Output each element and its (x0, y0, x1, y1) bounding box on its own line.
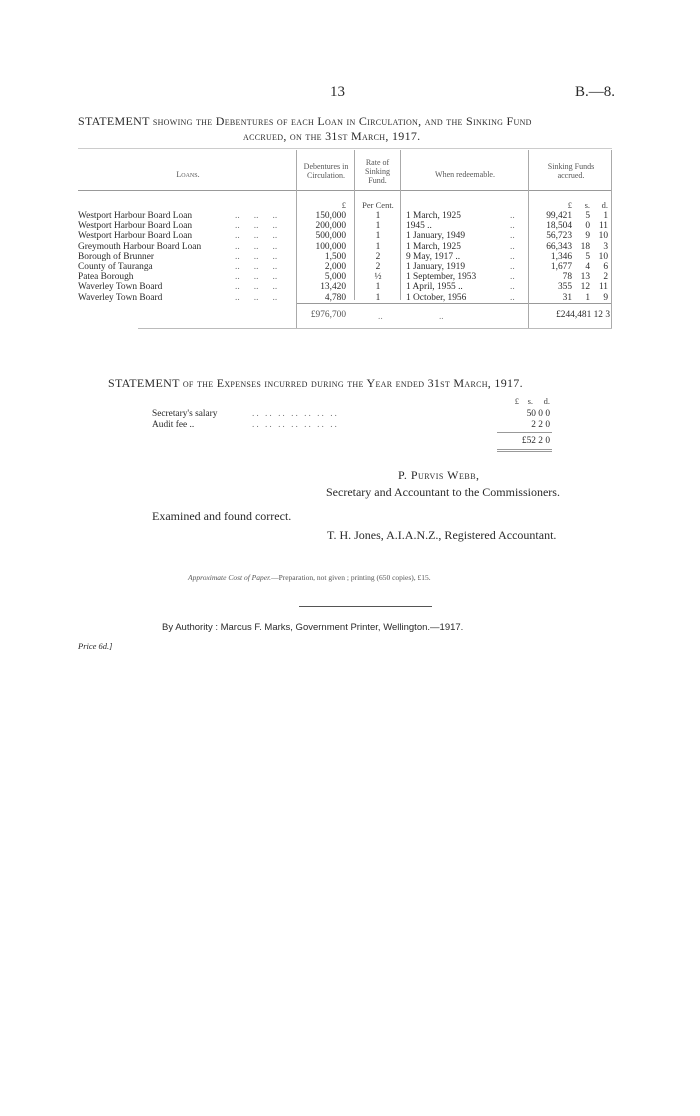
total-debentures: £976,700 (310, 310, 346, 320)
header-rate: Rate of Sinking Fund. (365, 158, 390, 185)
table-cell-debentures: 13,420 (320, 282, 346, 293)
table-cell-rate: 1 (375, 221, 381, 232)
expense-double-rule (497, 451, 552, 452)
expense-row (152, 409, 562, 420)
table-cell-loan: Borough of Brunner (78, 251, 155, 262)
header-sinking: Sinking Funds accrued. (547, 162, 595, 180)
table-cell-debentures: 200,000 (315, 221, 346, 232)
loans-table (78, 148, 612, 328)
table-cell-redeemable: 1945 .. (406, 221, 432, 232)
table-cell-l: 56,723 (546, 231, 572, 242)
leader-dots: .. .. .. (228, 262, 278, 273)
table-cell-d: 9 (603, 292, 608, 303)
table-cell-s: 4 (585, 262, 590, 273)
signatory-title: Secretary and Accountant to the Commissioners. (326, 485, 560, 499)
table-top-rule (78, 148, 612, 149)
leader-dots: .. (510, 251, 515, 262)
total-rule (296, 303, 612, 304)
table-cell-d: 11 (598, 282, 608, 293)
header-debentures: Debentures in Circulation. (303, 162, 349, 180)
expense-leaders: .. .. .. .. .. .. .. (252, 420, 339, 430)
column-debentures (298, 211, 346, 303)
signatory-name: P. Purvis Webb, (398, 468, 480, 482)
cost-text: —Preparation, not given ; printing (650 copies), £15. (271, 573, 431, 582)
table-cell-s: 13 (580, 272, 590, 283)
unit-pence: d. (543, 396, 550, 406)
table-cell-redeemable: 1 January, 1949 (406, 231, 466, 242)
table-cell-debentures: 2,000 (324, 262, 346, 273)
column-pence (592, 211, 608, 303)
table-cell-rate: ½ (374, 272, 382, 283)
column-loans (78, 211, 228, 303)
expense-amount: 50 0 0 (526, 409, 550, 419)
column-rate (356, 211, 400, 303)
expense-double-rule (497, 449, 552, 450)
table-cell-loan: Waverley Town Board (78, 292, 163, 303)
page-number: 13 (330, 84, 345, 100)
total-leaders: .. .. (378, 312, 444, 322)
leader-dots: .. (510, 262, 515, 273)
leader-dots: .. .. .. (228, 211, 278, 221)
table-cell-debentures: 150,000 (315, 211, 346, 221)
header-rule (78, 190, 612, 191)
table-cell-redeemable: 1 January, 1919 (406, 262, 466, 273)
leader-dots: .. (510, 292, 515, 303)
footer-rule (299, 606, 432, 607)
total-sinking: £244,481 12 3 (556, 310, 610, 320)
table-cell-d: 3 (603, 241, 608, 252)
table-cell-d: 6 (603, 262, 608, 273)
column-divider (611, 150, 612, 328)
header-loans: Loans. (176, 170, 200, 179)
statement1-title (78, 114, 618, 144)
table-cell-s: 5 (585, 211, 590, 221)
table-cell-l: 18,504 (546, 221, 572, 232)
unit-shillings: s. (584, 200, 590, 210)
table-cell-loan: Westport Harbour Board Loan (78, 231, 193, 242)
header-redeemable: When redeemable. (435, 170, 495, 179)
table-cell-s: 5 (585, 251, 590, 262)
statement1-title-line2: accrued, on the 31st March, 1917. (243, 129, 421, 143)
table-cell-d: 10 (598, 251, 608, 262)
expense-rule (497, 432, 552, 433)
table-cell-debentures: 500,000 (315, 231, 346, 242)
table-cell-loan: Greymouth Harbour Board Loan (78, 241, 202, 252)
table-cell-l: 31 (562, 292, 572, 303)
column-divider (400, 150, 401, 300)
table-cell-redeemable: 1 April, 1955 .. (406, 282, 463, 293)
table-bottom-rule (138, 328, 612, 329)
table-cell-loan: Westport Harbour Board Loan (78, 221, 193, 232)
expense-leaders: .. .. .. .. .. .. .. (252, 409, 339, 419)
expense-label: Audit fee .. (152, 420, 195, 430)
leader-dots: .. (510, 241, 515, 252)
table-cell-s: 12 (580, 282, 590, 293)
expense-label: Secretary's salary (152, 409, 218, 419)
unit-pounds: £ (567, 200, 572, 210)
table-cell-debentures: 100,000 (315, 241, 346, 252)
unit-rate: Per Cent. (362, 200, 394, 210)
table-cell-redeemable: 1 October, 1956 (406, 292, 467, 303)
column-shillings (576, 211, 590, 303)
expense-row (152, 420, 562, 431)
table-cell-rate: 1 (375, 241, 381, 252)
table-cell-redeemable: 1 September, 1953 (406, 272, 477, 283)
table-cell-d: 11 (598, 221, 608, 232)
table-cell-d: 1 (603, 211, 608, 221)
leader-dots: .. (510, 272, 515, 283)
leader-dots: .. .. .. (228, 251, 278, 262)
unit-pounds: £ (514, 396, 519, 406)
column-leaders (510, 211, 526, 303)
column-divider (528, 150, 529, 328)
table-cell-l: 78 (562, 272, 572, 283)
expense-total-row (152, 436, 562, 447)
expenses-table (152, 396, 602, 456)
auditor-signature: T. H. Jones, A.I.A.N.Z., Registered Accountant. (327, 528, 557, 542)
leader-dots: .. (510, 211, 515, 221)
examined-note: Examined and found correct. (152, 509, 292, 523)
column-redeemable (406, 211, 506, 303)
table-cell-l: 66,343 (546, 241, 572, 252)
cost-label: Approximate Cost of Paper. (188, 573, 272, 582)
table-cell-d: 2 (603, 272, 608, 283)
table-cell-l: 1,677 (550, 262, 572, 273)
leader-dots: .. (510, 221, 515, 232)
table-cell-rate: 1 (375, 211, 381, 221)
expense-total: £52 2 0 (521, 436, 550, 446)
table-cell-loan: Westport Harbour Board Loan (78, 211, 193, 221)
leader-dots: .. (510, 282, 515, 293)
table-cell-d: 10 (598, 231, 608, 242)
printer-authority: By Authority : Marcus F. Marks, Government Printer, Wellington.—1917. (162, 622, 464, 633)
price-note: Price 6d.] (78, 641, 113, 651)
table-cell-debentures: 1,500 (324, 251, 346, 262)
table-cell-loan: Patea Borough (78, 272, 134, 283)
table-cell-rate: 1 (375, 231, 381, 242)
unit-pence: d. (601, 200, 608, 210)
table-cell-debentures: 5,000 (324, 272, 346, 283)
table-cell-redeemable: 1 March, 1925 (406, 241, 461, 252)
leader-dots: .. .. .. (228, 272, 278, 283)
statement1-title-line1: STATEMENT showing the Debentures of each Loan in Circulation, and the Sinking Fund (78, 114, 532, 128)
table-cell-rate: 2 (375, 262, 381, 273)
table-cell-s: 18 (580, 241, 590, 252)
leader-dots: .. .. .. (228, 241, 278, 252)
table-cell-debentures: 4,780 (324, 292, 346, 303)
statement2-title: STATEMENT of the Expenses incurred during the Year ended 31st March, 1917. (108, 376, 523, 390)
leader-dots: .. .. .. (228, 231, 278, 242)
table-cell-s: 9 (585, 231, 590, 242)
table-cell-redeemable: 1 March, 1925 (406, 211, 461, 221)
table-cell-l: 355 (557, 282, 572, 293)
leader-dots: .. .. .. (228, 221, 278, 232)
table-cell-loan: Waverley Town Board (78, 282, 163, 293)
unit-shillings: s. (527, 396, 533, 406)
column-pounds (530, 211, 572, 303)
table-cell-l: 99,421 (546, 211, 572, 221)
expense-amount: 2 2 0 (531, 420, 550, 430)
column-leaders (228, 211, 294, 303)
document-reference: B.—8. (574, 84, 615, 100)
table-cell-s: 1 (585, 292, 590, 303)
table-cell-s: 0 (585, 221, 590, 232)
table-cell-rate: 2 (375, 251, 381, 262)
leader-dots: .. .. .. (228, 282, 278, 293)
table-cell-rate: 1 (375, 282, 381, 293)
table-cell-loan: County of Tauranga (78, 262, 153, 273)
table-cell-l: 1,346 (550, 251, 572, 262)
unit-debentures: £ (341, 200, 346, 210)
table-cell-rate: 1 (375, 292, 381, 303)
cost-note (188, 573, 431, 582)
leader-dots: .. (510, 231, 515, 242)
column-divider (296, 150, 297, 328)
leader-dots: .. .. .. (228, 292, 278, 303)
table-cell-redeemable: 9 May, 1917 .. (406, 251, 461, 262)
